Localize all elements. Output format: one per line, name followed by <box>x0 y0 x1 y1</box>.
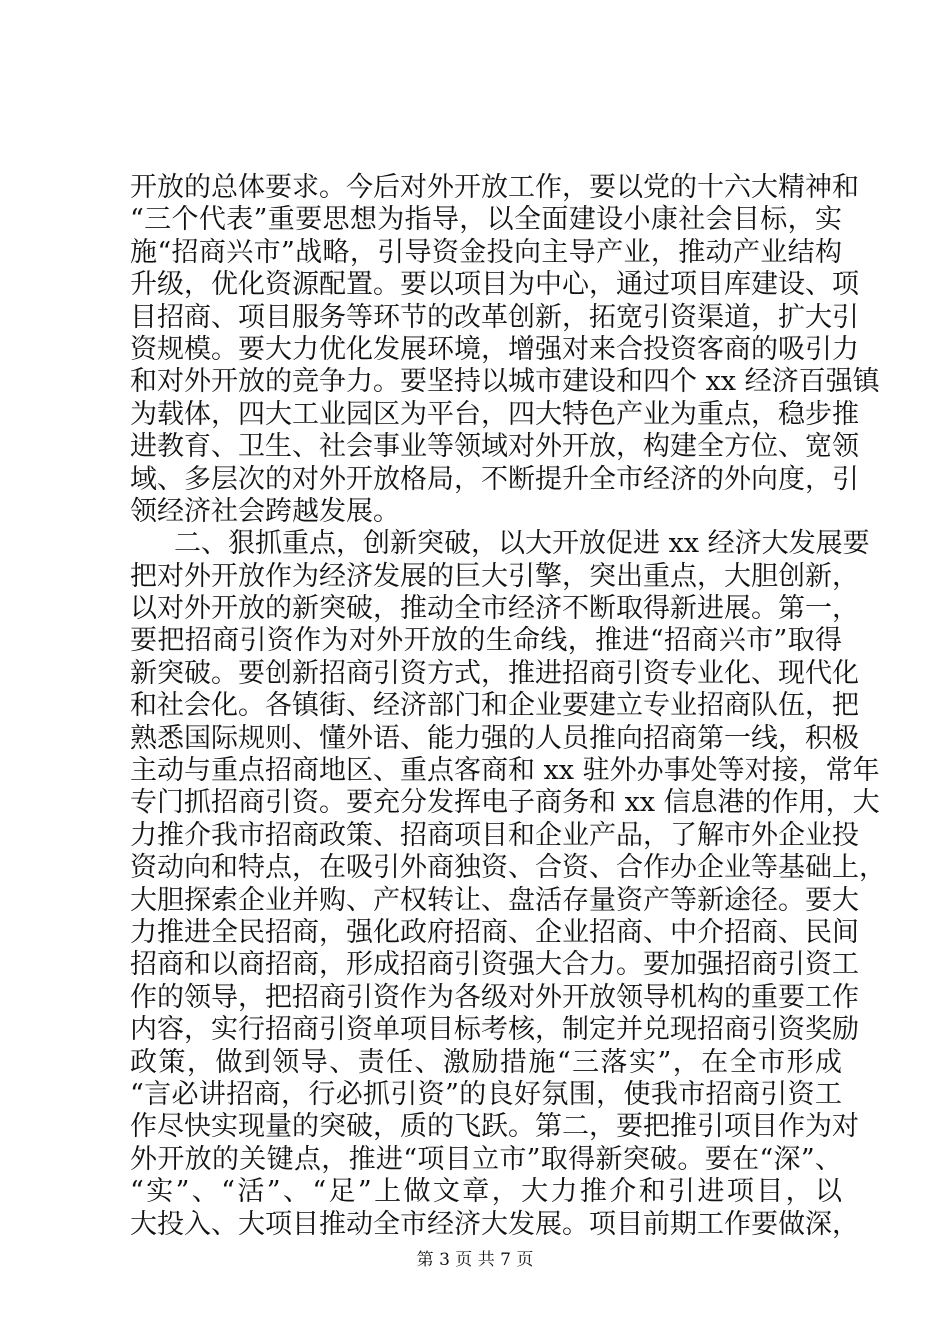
text-line: 以对外开放的新突破，推动全市经济不断取得新进展。第一， <box>130 593 859 625</box>
text-line: 大投入、大项目推动全市经济大发展。项目前期工作要做深， <box>130 1208 859 1240</box>
text-line: 域、多层次的对外开放格局，不断提升全市经济的外向度，引 <box>130 463 859 495</box>
text-line: 外开放的关键点，推进“项目立市”取得新突破。要在“深”、 <box>130 1143 842 1175</box>
text-line: 资规模。要大力优化发展环境，增强对来合投资客商的吸引力 <box>130 333 859 365</box>
text-line: 把对外开放作为经济发展的巨大引擎，突出重点，大胆创新， <box>130 560 859 592</box>
text-line: 为载体，四大工业园区为平台，四大特色产业为重点，稳步推 <box>130 398 859 430</box>
text-line: 进教育、卫生、社会事业等领域对外开放，构建全方位、宽领 <box>130 431 859 463</box>
text-line: 主动与重点招商地区、重点客商和 xx 驻外办事处等对接，常年 <box>130 755 880 787</box>
text-line: 升级，优化资源配置。要以项目为中心，通过项目库建设、项 <box>130 269 859 301</box>
text-line: “言必讲招商，行必抓引资”的良好氛围，使我市招商引资工 <box>130 1078 842 1110</box>
text-line: 要把招商引资作为对外开放的生命线，推进“招商兴市”取得 <box>130 625 842 657</box>
text-line: “实”、“活”、“足”上做文章，大力推介和引进项目，以 <box>130 1176 842 1208</box>
page-number-footer: 第 3 页 共 7 页 <box>416 1250 534 1270</box>
text-line: 新突破。要创新招商引资方式，推进招商引资专业化、现代化 <box>130 657 859 689</box>
text-line: 开放的总体要求。今后对外开放工作，要以党的十六大精神和 <box>130 172 859 203</box>
text-line: 资动向和特点，在吸引外商独资、合资、合作办企业等基础上， <box>130 852 886 884</box>
text-line: 施“招商兴市”战略，引导资金投向主导产业，推动产业结构 <box>130 236 842 268</box>
text-line: 和对外开放的竞争力。要坚持以城市建设和四个 xx 经济百强镇 <box>130 366 880 398</box>
section-heading-line: 二、狠抓重点，创新突破，以大开放促进 xx 经济大发展要 <box>174 528 870 560</box>
text-line: 目招商、项目服务等环节的改革创新，拓宽引资渠道，扩大引 <box>130 301 859 333</box>
text-line: 熟悉国际规则、懂外语、能力强的人员推向招商第一线，积极 <box>130 722 859 754</box>
body-text <box>130 172 886 1241</box>
text-line: 作的领导，把招商引资作为各级对外开放领导机构的重要工作 <box>130 981 859 1013</box>
text-line: 力推进全民招商，强化政府招商、企业招商、中介招商、民间 <box>130 916 859 948</box>
text-line: 作尽快实现量的突破，质的飞跃。第二，要把推引项目作为对 <box>130 1111 859 1143</box>
text-line: 专门抓招商引资。要充分发挥电子商务和 xx 信息港的作用，大 <box>130 787 880 819</box>
text-line: 力推介我市招商政策、招商项目和企业产品，了解市外企业投 <box>130 819 859 851</box>
text-line: 政策，做到领导、责任、激励措施“三落实”，在全市形成 <box>130 1046 842 1078</box>
text-line: 领经济社会跨越发展。 <box>130 495 400 527</box>
text-line: “三个代表”重要思想为指导，以全面建设小康社会目标，实 <box>130 204 842 236</box>
text-line: 大胆探索企业并购、产权转让、盘活存量资产等新途径。要大 <box>130 884 859 916</box>
text-line: 招商和以商招商，形成招商引资强大合力。要加强招商引资工 <box>130 949 859 981</box>
text-line: 内容，实行招商引资单项目标考核，制定并兑现招商引资奖励 <box>130 1014 859 1046</box>
text-line: 和社会化。各镇街、经济部门和企业要建立专业招商队伍，把 <box>130 690 859 722</box>
